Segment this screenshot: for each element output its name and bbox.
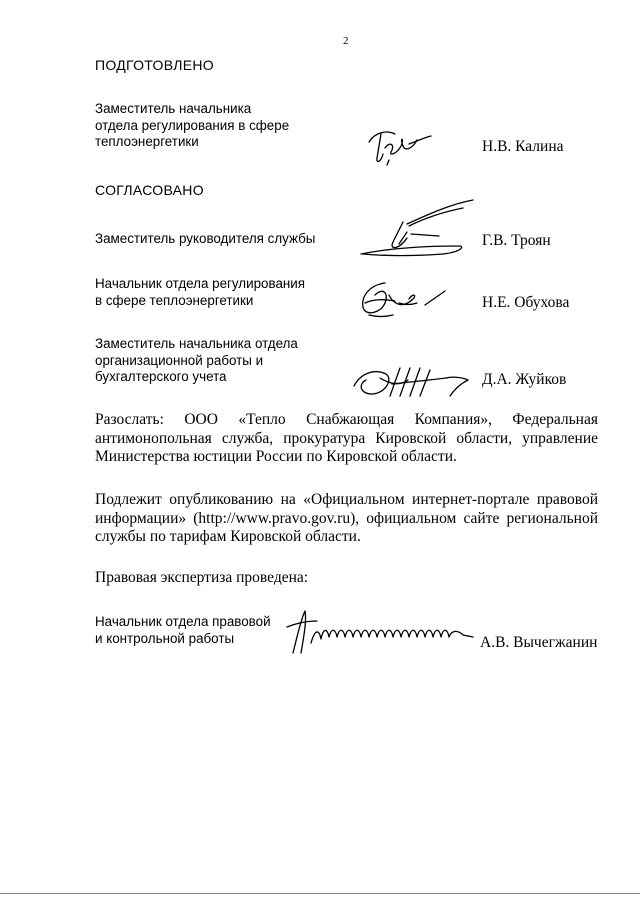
position-line: Начальник отдела правовой [95, 614, 271, 629]
legal-review-name: А.В. Вычегжанин [480, 634, 598, 651]
signature-vychegzhanin [283, 607, 478, 657]
legal-review-position [95, 614, 271, 647]
publication-text: Подлежит опубликованию на «Официальном интернет-портале правовой информации» (http://www.pravo.gov.ru), официальном сайте региональной службы по тарифам Кировской области. [95, 491, 598, 545]
position-line: и контрольной работы [95, 630, 235, 646]
agreed-position-3 [95, 336, 298, 386]
distribution-text: Разослать: ООО «Тепло Снабжающая Компания», Федеральная антимонопольная служба, прокуратура Кировской области, управление Министерства юстиции России по Кировской области. [95, 411, 598, 465]
position-line: отдела регулирования в сфере [95, 117, 290, 133]
signature-obukhova [355, 277, 450, 322]
position-line: Заместитель начальника отдела [95, 336, 298, 351]
agreed-name-1: Г.В. Троян [482, 232, 551, 249]
signature-troyan [355, 196, 480, 261]
legal-review-statement: Правовая экспертиза проведена: [95, 569, 309, 586]
position-line: в сфере теплоэнергетики [95, 292, 254, 308]
agreed-position-2 [95, 276, 305, 309]
signature-zhuykov [350, 360, 475, 400]
prepared-name: Н.В. Калина [482, 138, 564, 155]
page-number: 2 [343, 35, 349, 47]
prepared-position [95, 101, 289, 151]
agreed-heading: СОГЛАСОВАНО [95, 182, 204, 198]
agreed-name-2: Н.Е. Обухова [482, 294, 570, 311]
position-line: теплоэнергетики [95, 134, 199, 149]
signature-kalina [365, 124, 435, 166]
agreed-position-1 [95, 231, 315, 248]
position-line: Заместитель руководителя службы [95, 231, 316, 246]
position-line: Начальник отдела регулирования [95, 276, 306, 291]
position-line: Заместитель начальника [95, 101, 252, 116]
agreed-name-3: Д.А. Жуйков [482, 371, 567, 388]
position-line: организационной работы и [95, 352, 264, 368]
position-line: бухгалтерского учета [95, 369, 227, 384]
page-edge-line [0, 893, 640, 894]
prepared-heading: ПОДГОТОВЛЕНО [95, 57, 214, 73]
